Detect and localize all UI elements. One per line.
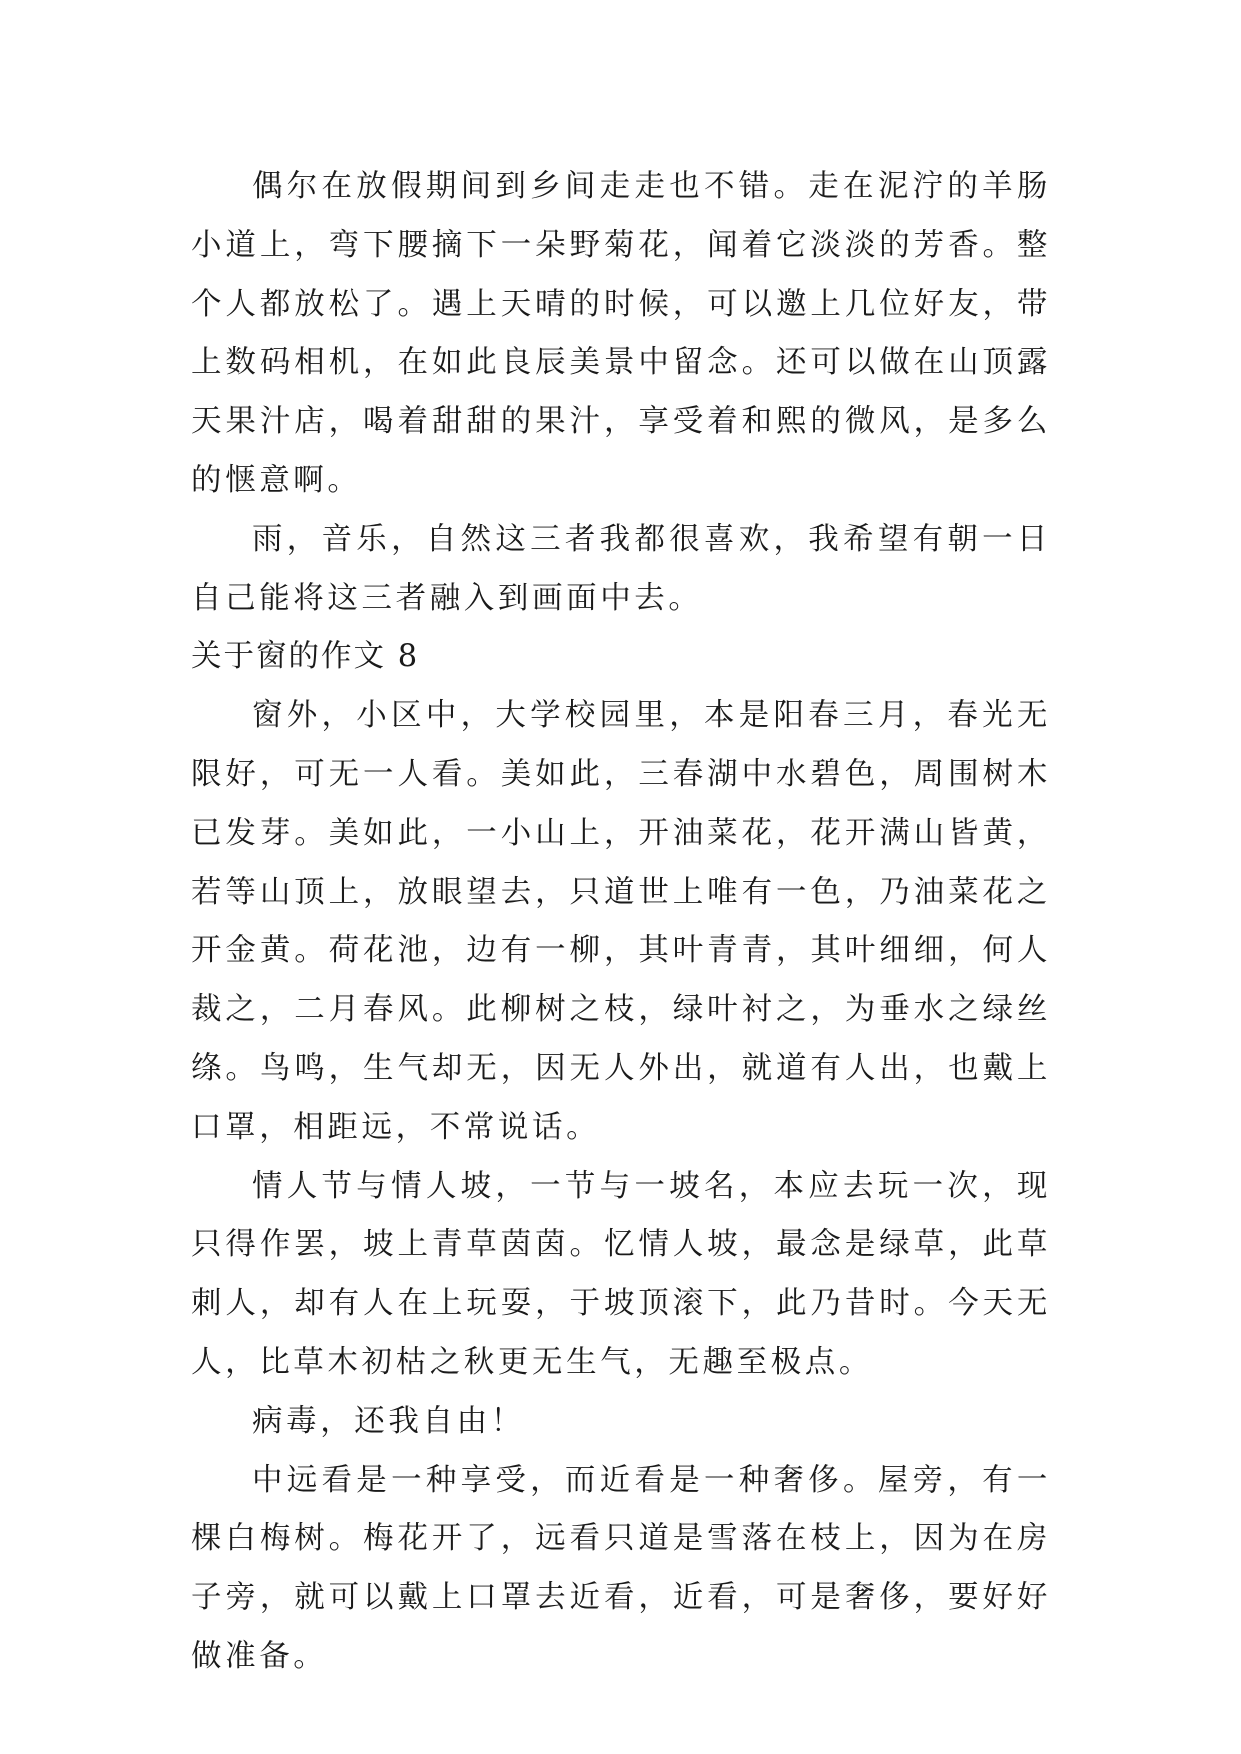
document-body: [191, 158, 1051, 1687]
paragraph: 病毒，还我自由！: [252, 1403, 525, 1439]
paragraph: 雨，音乐，自然这三者我都很喜欢，我希望有朝一日自己能将这三者融入到画面中去。: [191, 521, 1051, 616]
paragraph: 偶尔在放假期间到乡间走走也不错。走在泥泞的羊肠小道上，弯下腰摘下一朵野菊花，闻着它淡淡的芳香。整个人都放松了。遇上天晴的时候，可以邀上几位好友，带上数码相机，在如此良辰美景中留念。还可以做在山顶露天果汁店，喝着甜甜的果汁，享受着和熙的微风，是多么的惬意啊。: [191, 169, 1051, 498]
section-heading: 关于窗的作文 8: [191, 639, 420, 675]
paragraph: 中远看是一种享受，而近看是一种奢侈。屋旁，有一棵白梅树。梅花开了，远看只道是雪落在枝上，因为在房子旁，就可以戴上口罩去近看，近看，可是奢侈，要好好做准备。: [191, 1462, 1051, 1674]
paragraph: 情人节与情人坡，一节与一坡名，本应去玩一次，现只得作罢，坡上青草茵茵。忆情人坡，最念是绿草，此草刺人，却有人在上玩耍，于坡顶滚下，此乃昔时。今天无人，比草木初枯之秋更无生气，无趣至极点。: [191, 1168, 1051, 1380]
paragraph: 窗外，小区中，大学校园里，本是阳春三月，春光无限好，可无一人看。美如此，三春湖中水碧色，周围树木已发芽。美如此，一小山上，开油菜花，花开满山皆黄，若等山顶上，放眼望去，只道世上唯有一色，乃油菜花之开金黄。荷花池，边有一柳，其叶青青，其叶细细，何人裁之，二月春风。此柳树之枝，绿叶衬之，为垂水之绿丝绦。鸟鸣，生气却无，因无人外出，就道有人出，也戴上口罩，相距远，不常说话。: [191, 698, 1051, 1145]
